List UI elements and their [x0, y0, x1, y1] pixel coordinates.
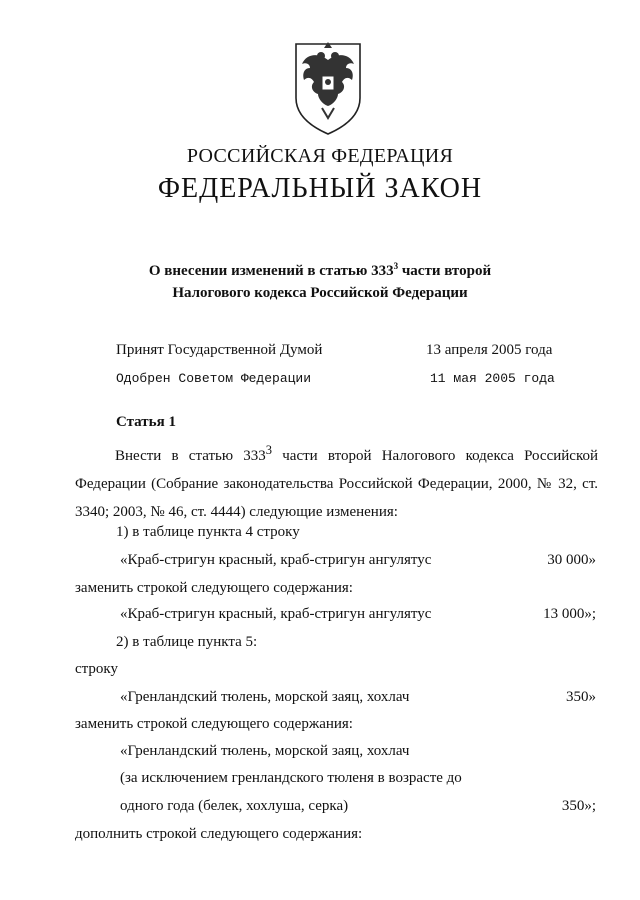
row3-value: 350»: [566, 689, 596, 705]
duma-label: Принят Государственной Думой: [116, 342, 323, 358]
replace-line-2: заменить строкой следующего содержания:: [75, 716, 353, 732]
article-heading: Статья 1: [116, 414, 176, 430]
row4-line3: одного года (белек, хохлуша, серка): [120, 798, 349, 814]
row2-name: «Краб-стригун красный, краб-стригун ангулятус: [120, 606, 432, 622]
item-2: 2) в таблице пункта 5:: [116, 634, 258, 650]
country-name: РОССИЙСКАЯ ФЕДЕРАЦИЯ: [186, 145, 454, 167]
row1-value: 30 000»: [547, 552, 596, 568]
duma-date: 13 апреля 2005 года: [426, 342, 553, 358]
add-line: дополнить строкой следующего содержания:: [75, 826, 363, 842]
row1-name: «Краб-стригун красный, краб-стригун ангулятус: [120, 552, 432, 568]
law-title: [0, 260, 640, 304]
row4-line1: «Гренландский тюлень, морской заяц, хохлач: [120, 743, 410, 759]
council-date: 11 мая 2005 года: [430, 371, 555, 386]
row4-value: 350»;: [561, 798, 596, 814]
row4-line2: (за исключением гренландского тюленя в возрасте до: [120, 770, 462, 786]
row3-name: «Гренландский тюлень, морской заяц, хохлач: [120, 689, 410, 705]
law-title-line1: О внесении изменений в статью $333^3$ части второй: [148, 261, 492, 279]
row2-value: 13 000»;: [543, 606, 596, 622]
law-title-line2: Налогового кодекса Российской Федерации: [172, 285, 468, 301]
council-label: Одобрен Советом Федерации: [116, 371, 312, 386]
article-intro: Внести в статью $333^3$ части второй Налогового кодекса Российской Федерации (Собрание законодательства Российской Федерации, 2000, № 32, ст. 3340; 2003, № 46, ст. 4444) следующие изменения:: [75, 443, 599, 520]
document-type: ФЕДЕРАЛЬНЫЙ ЗАКОН: [157, 173, 483, 204]
russian-coat-of-arms-icon: [288, 38, 368, 138]
item-1: 1) в таблице пункта 4 строку: [116, 524, 300, 540]
replace-line-1: заменить строкой следующего содержания:: [75, 580, 353, 596]
stroku-label: строку: [75, 661, 118, 677]
